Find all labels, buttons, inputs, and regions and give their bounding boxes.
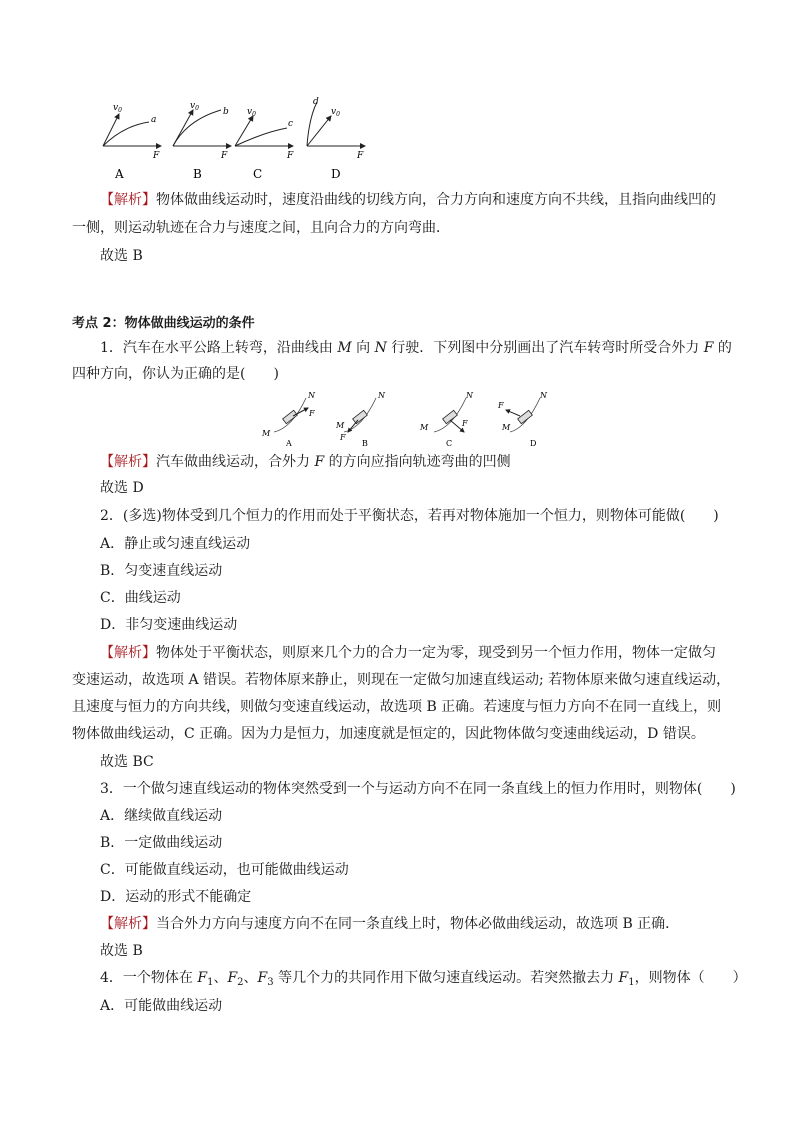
diagram-d: [307, 97, 365, 181]
svg-text:A: A: [115, 167, 124, 181]
svg-text:M: M: [502, 423, 511, 432]
q3-option-b: B．一定做曲线运动: [100, 835, 223, 851]
svg-text:F: F: [498, 401, 504, 410]
q3-option-c: C．可能做直线运动，也可能做曲线运动: [100, 862, 349, 878]
svg-text:a: a: [151, 115, 157, 125]
q3-option-a: A．继续做直线运动: [100, 808, 223, 824]
q3-analysis: 【解析】当合外力方向与速度方向不在同一条直线上时，物体必做曲线运动，故选项 B 正确．: [100, 916, 680, 932]
q2-analysis-line2: 变速运动，故选项 A 错误。若物体原来静止，则现在一定做匀加速直线运动; 若物体原来做匀速直线运动，: [72, 672, 731, 688]
q3-option-d: D．运动的形式不能确定: [100, 889, 252, 905]
svg-text:F: F: [287, 151, 294, 161]
svg-text:N: N: [540, 391, 547, 400]
svg-text:N: N: [378, 391, 385, 400]
svg-text:M: M: [420, 423, 429, 432]
svg-text:B: B: [193, 167, 202, 181]
car-diagram-c: [419, 391, 474, 448]
car-turning-diagrams: [258, 390, 548, 448]
q4-stem: 4．一个物体在 $F_1$、$F_2$、$F_3$ 等几个力的共同作用下做匀速直线运动。若突然撤去力 $F_1$，则物体（ ）: [100, 970, 747, 988]
section-title: 考点 2：物体做曲线运动的条件: [72, 316, 255, 331]
svg-text:c: c: [288, 119, 294, 129]
analysis-q0-line1: 【解析】物体做曲线运动时，速度沿曲线的切线方向，合力方向和速度方向不共线，且指向曲线凹的: [100, 192, 716, 208]
velocity-force-diagrams: [95, 96, 375, 184]
svg-text:D: D: [530, 439, 537, 448]
q1-stem-line1: 1．汽车在水平公路上转弯，沿曲线由 M 向 N 行驶．下列图中分别画出了汽车转弯时所受合外力 F 的: [100, 340, 732, 356]
svg-text:N: N: [308, 391, 315, 400]
svg-text:A: A: [286, 439, 292, 448]
analysis-tag: 【解析】: [100, 192, 156, 208]
q2-analysis-line1: 【解析】物体处于平衡状态，则原来几个力的合力一定为零，现受到另一个恒力作用，物体一定做匀: [100, 645, 716, 661]
q1-answer: 故选 D: [100, 480, 144, 496]
svg-text:v0: $v_0$: [190, 101, 199, 112]
svg-text:b: b: [223, 107, 229, 117]
q2-option-d: D．非匀变速曲线运动: [100, 617, 238, 633]
svg-text:C: C: [253, 167, 263, 181]
svg-text:B: B: [362, 439, 368, 448]
svg-text:C: C: [446, 439, 453, 448]
q4-option-a: A．可能做曲线运动: [100, 998, 223, 1014]
svg-text:F: F: [153, 151, 160, 161]
svg-text:v0: $v_0$: [331, 107, 340, 118]
svg-text:F: F: [221, 151, 228, 161]
q2-analysis-line3: 且速度与恒力的方向共线，则做匀变速直线运动，故选项 B 正确。若速度与恒力方向不在同一直线上，则: [72, 699, 722, 715]
answer-q0: 故选 B: [100, 248, 143, 264]
q1-stem-line2: 四种方向，你认为正确的是( ): [72, 366, 279, 382]
q2-option-a: A．静止或匀速直线运动: [100, 536, 251, 552]
q3-answer: 故选 B: [100, 943, 143, 959]
q2-option-c: C．曲线运动: [100, 590, 181, 606]
diagram-a: [103, 103, 161, 181]
q3-stem: 3．一个做匀速直线运动的物体突然受到一个与运动方向不在同一条直线上的恒力作用时，则物体( ): [100, 781, 736, 797]
svg-text:D: D: [331, 167, 341, 181]
diagram-c: [235, 107, 294, 181]
diagram-b: [173, 101, 231, 181]
svg-text:F: F: [462, 419, 468, 428]
car-diagram-a: [261, 391, 316, 448]
svg-text:M: M: [262, 429, 271, 438]
car-diagram-d: [497, 391, 548, 448]
q2-stem: 2．(多选)物体受到几个恒力的作用而处于平衡状态，若再对物体施加一个恒力，则物体可能做( ): [100, 508, 719, 524]
q2-analysis-line4: 物体做曲线运动，C 正确。因为力是恒力，加速度就是恒定的，因此物体做匀变速曲线运动，D 错误。: [72, 726, 705, 742]
q1-analysis: 【解析】汽车做曲线运动，合外力 F 的方向应指向轨迹弯曲的凹侧: [100, 454, 511, 470]
analysis-q0-line2: 一侧，则运动轨迹在合力与速度之间，且向合力的方向弯曲．: [72, 220, 450, 236]
svg-text:N: N: [466, 391, 473, 400]
svg-text:d: d: [313, 97, 319, 107]
svg-text:M: M: [336, 421, 345, 430]
svg-text:v0: $v_0$: [247, 107, 256, 118]
svg-text:v0: $v_0$: [113, 103, 122, 114]
q2-option-b: B．匀变速直线运动: [100, 563, 223, 579]
svg-text:F: F: [357, 151, 364, 161]
q2-answer: 故选 BC: [100, 754, 154, 770]
car-diagram-b: [335, 391, 386, 448]
svg-text:F: F: [340, 433, 346, 442]
svg-text:F: F: [309, 409, 315, 418]
